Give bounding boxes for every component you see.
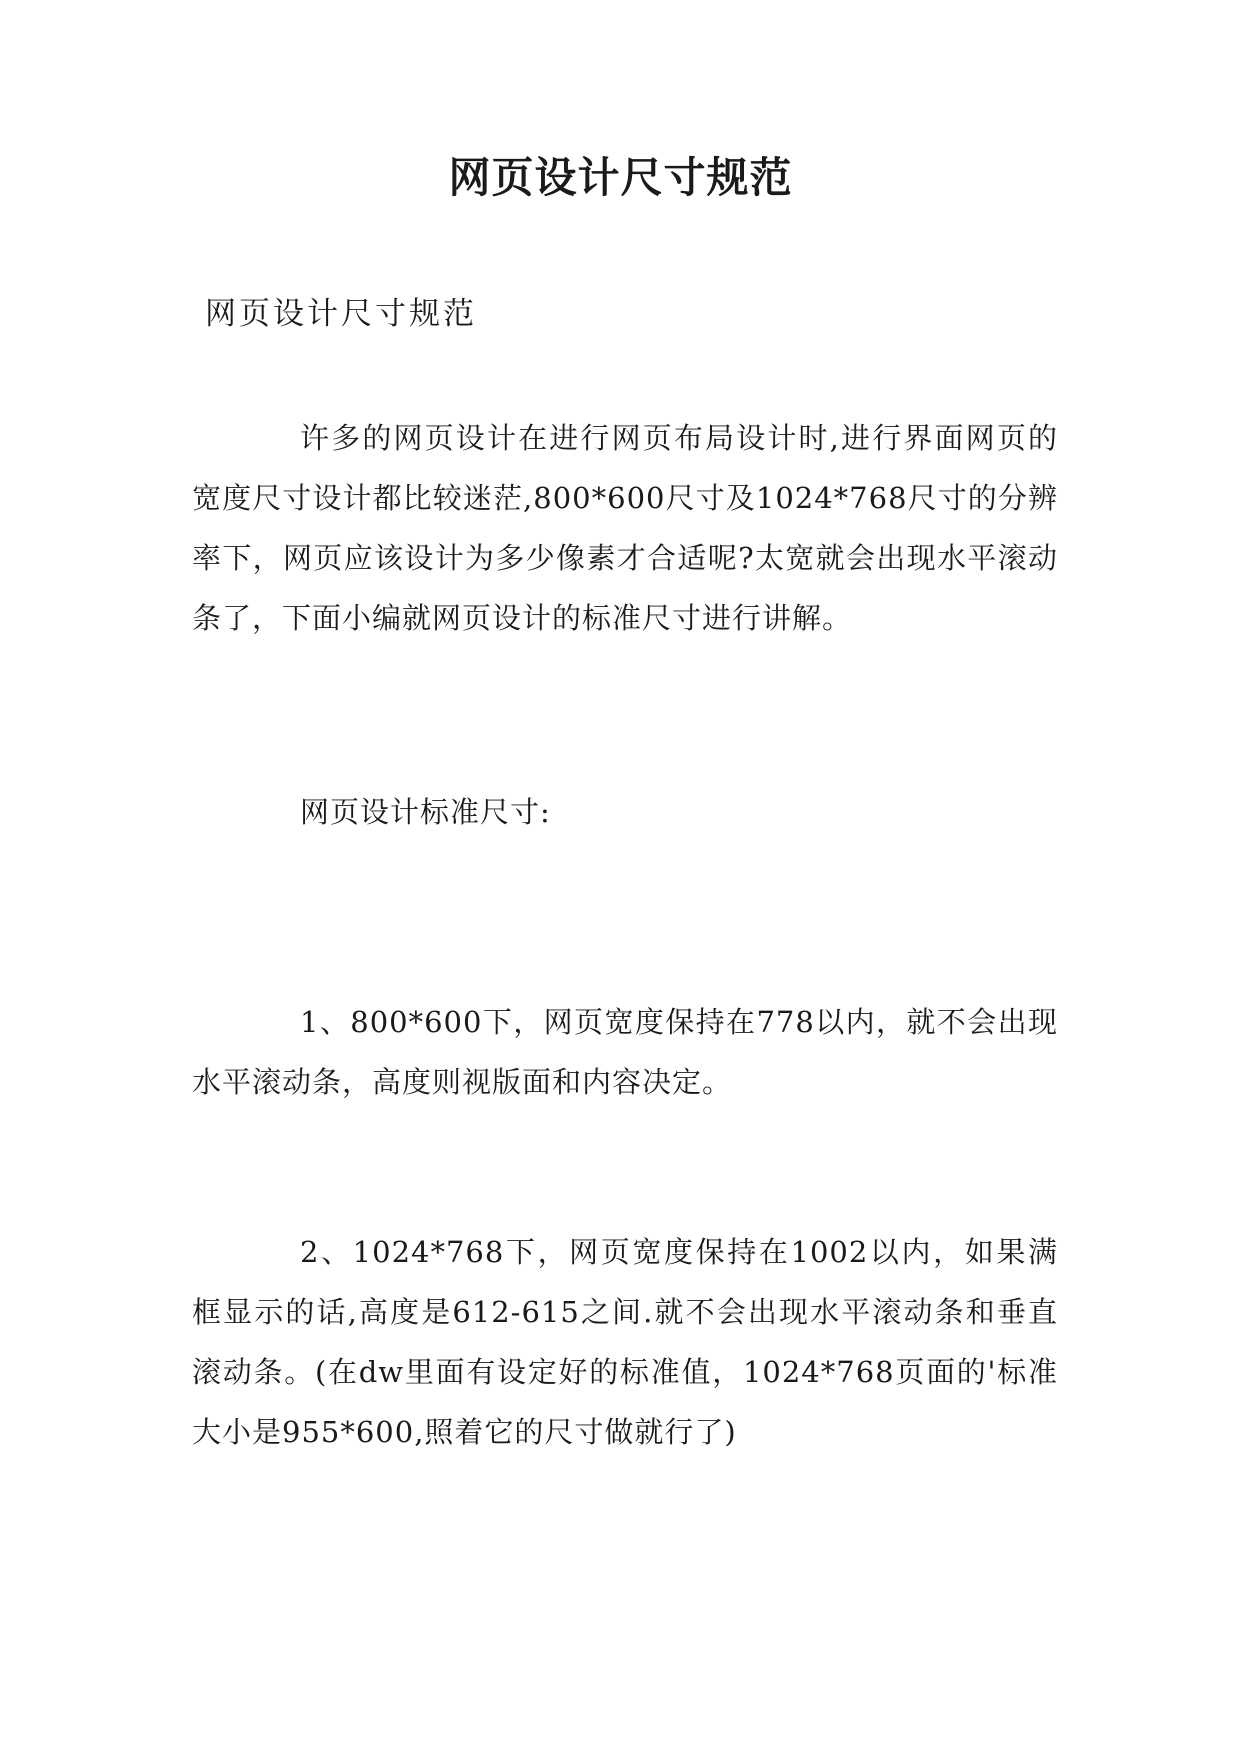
paragraph-standard-size-heading: 网页设计标准尺寸: [300, 795, 551, 829]
document-title: 网页设计尺寸规范 [448, 153, 793, 202]
paragraph-item-1: 1、800*600下，网页宽度保持在778以内，就不会出现水平滚动条，高度则视版面和内容决定。 [192, 1005, 1058, 1099]
paragraph-intro: 许多的网页设计在进行网页布局设计时,进行界面网页的宽度尺寸设计都比较迷茫,800*600尺寸及1024*768尺寸的分辨率下，网页应该设计为多少像素才合适呢?太宽就会出现水平滚动条了，下面小编就网页设计的标准尺寸进行讲解。 [192, 421, 1058, 635]
document-subtitle: 网页设计尺寸规范 [205, 296, 477, 332]
paragraph-item-2: 2、1024*768下，网页宽度保持在1002以内，如果满框显示的话,高度是612-615之间.就不会出现水平滚动条和垂直滚动条。(在dw里面有设定好的标准值，1024*768页面的'标准大小是955*600,照着它的尺寸做就行了) [192, 1235, 1058, 1449]
